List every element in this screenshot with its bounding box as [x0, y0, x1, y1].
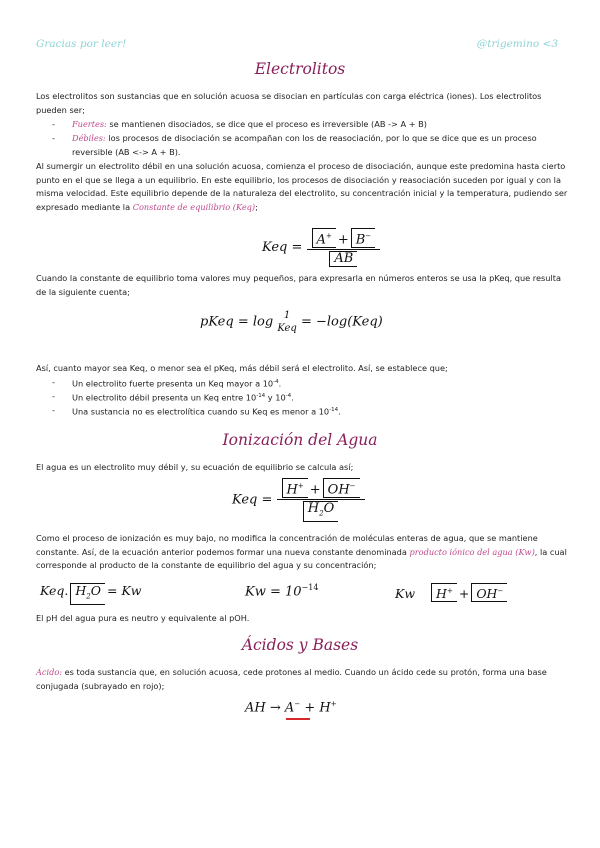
eq-kw-value: Kw = 10	[245, 584, 302, 600]
intro-paragraph: Los electrolitos son sustancias que en solución acuosa se disocian en partículas con carga eléctrica (iones). Los electrolitos pueden ser;	[36, 91, 542, 115]
eq-kw-c: = Kw	[107, 583, 142, 598]
equation-kw-def	[40, 583, 142, 605]
eq-water-den-sub: 2	[319, 509, 324, 518]
eq-acid-arrow: →	[269, 700, 281, 716]
eq-kw-value-sup: −14	[301, 583, 319, 592]
eq-keq-lhs: Keq =	[262, 240, 303, 256]
eq-kwp-b: H	[436, 586, 447, 602]
eq-kw-b-sub: 2	[86, 592, 91, 601]
bullet-non-end: .	[338, 406, 341, 417]
eq-kwp-c: OH	[476, 586, 498, 602]
bullet-weak: - Un electrolito débil presenta un Keq entre $10^{-14}$ y $10^{-4}$.	[52, 391, 294, 403]
eq-keq-b-sup: −	[365, 232, 372, 240]
eq-keq-den: AB	[329, 251, 357, 267]
acid-paragraph	[36, 666, 568, 693]
bullet-fuertes-text: se mantienen disociados, se dice que el proceso es irreversible (AB -> A + B)	[106, 119, 427, 129]
eq-water-plus: +	[309, 482, 321, 498]
eq-kw-b: H	[75, 583, 87, 598]
bullet-weak-sup2: -4	[285, 393, 292, 399]
bullet-weak-text: Un electrolito débil presenta un Keq entre 10	[72, 392, 257, 403]
equation-pkeq	[200, 310, 383, 334]
eq-pkeq-den: Keq	[277, 323, 297, 334]
bullet-debiles: - Débiles: los procesos de disociación se acompañan con los de reasociación, por lo que se dice que es un proceso reversible (AB <-> A + B).	[52, 133, 537, 157]
bullet-fuertes: - Fuertes: se mantienen disociados, se dice que el proceso es irreversible (AB -> A + B)	[52, 119, 427, 129]
eq-pkeq-num: 1	[283, 310, 291, 321]
eq-kwp-b-sup: +	[446, 587, 453, 595]
eq-acid-c-sup: +	[330, 700, 337, 708]
conjugate-base-underline	[286, 718, 310, 720]
eq-keq-a-sup: +	[325, 232, 332, 240]
header-right: @trigemino <3	[476, 38, 558, 50]
bullet-non: - Una sustancia no es electrolítica cuando su Keq es menor a $10^{-14}$.	[52, 405, 341, 417]
equilibrium-paragraph	[36, 160, 568, 214]
eq-keq-plus: +	[337, 232, 349, 248]
term-keq: Constante de equilibrio (Keq)	[132, 201, 256, 212]
bullet-weak-mid: y 10	[265, 392, 286, 403]
eq-pkeq-rhs: = −log(Keq)	[300, 314, 383, 330]
header-left: Gracias por leer!	[36, 38, 127, 50]
eq-kwp-plus: +	[458, 586, 470, 602]
eq-kw-a: Keq.	[40, 583, 69, 598]
eq-keq-a: A	[316, 232, 326, 248]
bullet-strong-sup: -4	[273, 379, 279, 385]
equation-water-keq	[232, 478, 365, 522]
equilibrium-text: Al sumergir un electrolito débil en una solución acuosa, comienza el proceso de disociación, aunque este predomina hasta cierto punto en el que se llega a un equilibrio. En este equilibrio, los procesos de disociación y reasociación suceden por igual y con la misma velocidad. Este equilibrio depende de la naturaleza del electrolito, su concentración inicial y la temperatura, pudiendo ser expresado mediante la	[36, 161, 568, 212]
kw-text: Como el proceso de ionización es muy bajo, no modifica la concentración de moléculas enteras de agua, que se mantiene constante. Así, de la ecuación anterior podemos formar una nueva constante denominada	[36, 533, 538, 557]
equation-kw-value	[245, 583, 318, 599]
section-title-electrolitos: Electrolitos	[254, 60, 346, 78]
equation-acid	[245, 700, 337, 715]
bullet-weak-sup: -14	[256, 393, 266, 399]
term-acido: Ácido:	[36, 667, 63, 677]
bullet-debiles-text: los procesos de disociación se acompañan con los de reasociación, por lo que se dice que es un proceso reversible (AB <-> A + B).	[72, 133, 537, 157]
bullet-non-text: Una sustancia no es electrolítica cuando su Keq es menor a 10	[72, 406, 330, 417]
eq-water-lhs: Keq =	[232, 492, 273, 508]
section-title-acidos: Ácidos y Bases	[241, 636, 359, 654]
bullet-weak-end: .	[291, 392, 294, 403]
eq-kw-b-end: O	[90, 583, 102, 598]
equilibrium-end: ;	[255, 201, 258, 212]
term-fuertes: Fuertes:	[72, 119, 107, 129]
term-kw: producto iónico del agua (Kw)	[409, 546, 535, 557]
bullet-strong-text: Un electrolito fuerte presenta un Keq mayor a 10	[72, 378, 274, 389]
eq-kwp-c-sup: −	[497, 587, 504, 595]
eq-water-b: OH	[327, 482, 350, 498]
eq-water-b-sup: −	[349, 482, 356, 490]
kw-end: , la cual corresponde al producto de la constante de equilibrio del agua y su concentración;	[36, 546, 567, 571]
eq-acid-b-sup: −	[294, 700, 301, 708]
eq-water-den: H	[307, 501, 320, 517]
eq-water-a: H	[286, 482, 298, 498]
equation-kw-product	[395, 583, 509, 602]
ph-paragraph: El pH del agua pura es neutro y equivalente al pOH.	[36, 613, 250, 623]
bullet-non-sup: -14	[329, 407, 339, 413]
eq-keq-b: B	[355, 232, 366, 248]
bullet-strong-end: .	[278, 378, 282, 389]
section-title-ionizacion: Ionización del Agua	[222, 431, 378, 449]
water-paragraph: El agua es un electrolito muy débil y, su ecuación de equilibrio se calcula así;	[36, 462, 354, 472]
eq-acid-plus: + H	[304, 700, 331, 716]
eq-acid-a: AH	[245, 700, 266, 716]
equation-keq	[262, 228, 380, 267]
pkeq-paragraph: Cuando la constante de equilibrio toma valores muy pequeños, para expresarla en números enteros se usa la pKeq, que resulta de la siguiente cuenta;	[36, 273, 561, 297]
acid-text: es toda sustancia que, en solución acuosa, cede protones al medio. Cuando un ácido cede su protón, forma una base conjugada (subrayado en rojo);	[36, 667, 547, 691]
eq-water-den-end: O	[323, 501, 335, 517]
keq-strength-paragraph: Así, cuanto mayor sea Keq, o menor sea el pKeq, más débil será el electrolito. Así, se establece que;	[36, 363, 448, 373]
eq-pkeq-lhs: pKeq = log	[200, 314, 274, 330]
eq-kwp-a: Kw	[395, 586, 416, 602]
kw-paragraph	[36, 532, 568, 573]
term-debiles: Débiles:	[72, 133, 106, 143]
eq-water-a-sup: +	[297, 482, 304, 490]
bullet-strong: - Un electrolito fuerte presenta un Keq mayor a $10^{-4}$.	[52, 377, 282, 389]
eq-acid-b: A	[284, 700, 295, 716]
